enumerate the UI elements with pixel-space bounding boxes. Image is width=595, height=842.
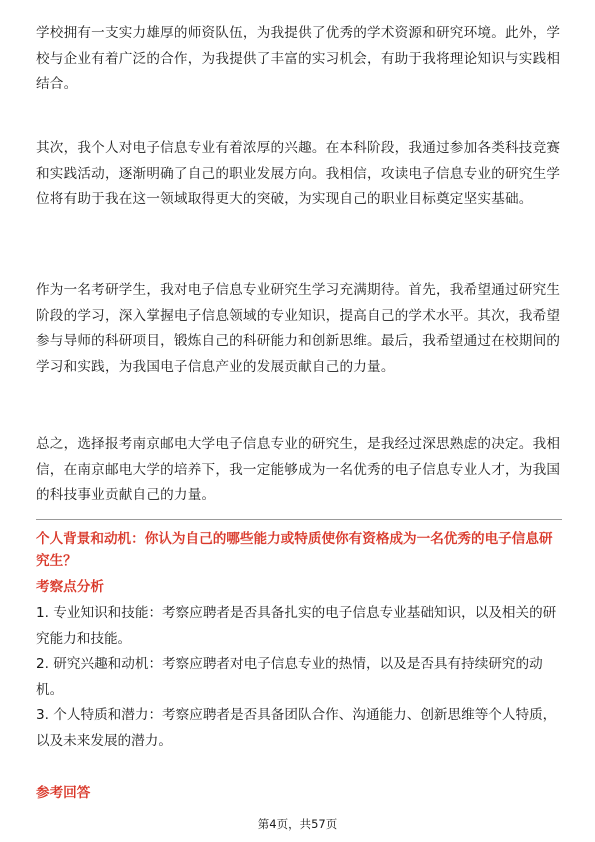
list-item: 1. 专业知识和技能：考察应聘者是否具备扎实的电子信息专业基础知识，以及相关的研究能力和技能。 [36,605,557,647]
question-heading: 个人背景和动机：你认为自己的哪些能力或特质使你有资格成为一名优秀的电子信息研究生？ [36,531,553,569]
analysis-heading: 考察点分析 [36,579,104,595]
body-paragraph-3: 作为一名考研学生，我对电子信息专业研究生学习充满期待。首先，我希望通过研究生阶段的学习，深入掌握电子信息领域的专业知识，提高自己的学术水平。其次，我希望参与导师的科研项目，锻炼自己的科研能力和创新思维。最后，我希望通过在校期间的学习和实践，为我国电子信息产业的发展贡献自己的力量。 [36,282,561,375]
section-divider [36,519,562,520]
answer-heading: 参考回答 [36,785,91,801]
list-item: 2. 研究兴趣和动机：考察应聘者对电子信息专业的热情，以及是否具有持续研究的动机。 [36,656,543,698]
body-paragraph-1: 学校拥有一支实力雄厚的师资队伍，为我提供了优秀的学术资源和研究环境。此外，学校与企业有着广泛的合作，为我提供了丰富的实习机会，有助于我将理论知识与实践相结合。 [36,25,561,92]
analysis-list [36,601,562,754]
body-paragraph-4: 总之，选择报考南京邮电大学电子信息专业的研究生，是我经过深思熟虑的决定。我相信，在南京邮电大学的培养下，我一定能够成为一名优秀的电子信息专业人才，为我国的科技事业贡献自己的力量。 [36,436,561,503]
list-item: 3. 个人特质和潜力：考察应聘者是否具备团队合作、沟通能力、创新思维等个人特质，以及未来发展的潜力。 [36,707,557,749]
page-footer: 第4页，共57页 [257,817,338,831]
body-paragraph-2: 其次，我个人对电子信息专业有着浓厚的兴趣。在本科阶段，我通过参加各类科技竞赛和实践活动，逐渐明确了自己的职业发展方向。我相信，攻读电子信息专业的研究生学位将有助于我在这一领域取得更大的突破，为实现自己的职业目标奠定坚实基础。 [36,140,561,207]
